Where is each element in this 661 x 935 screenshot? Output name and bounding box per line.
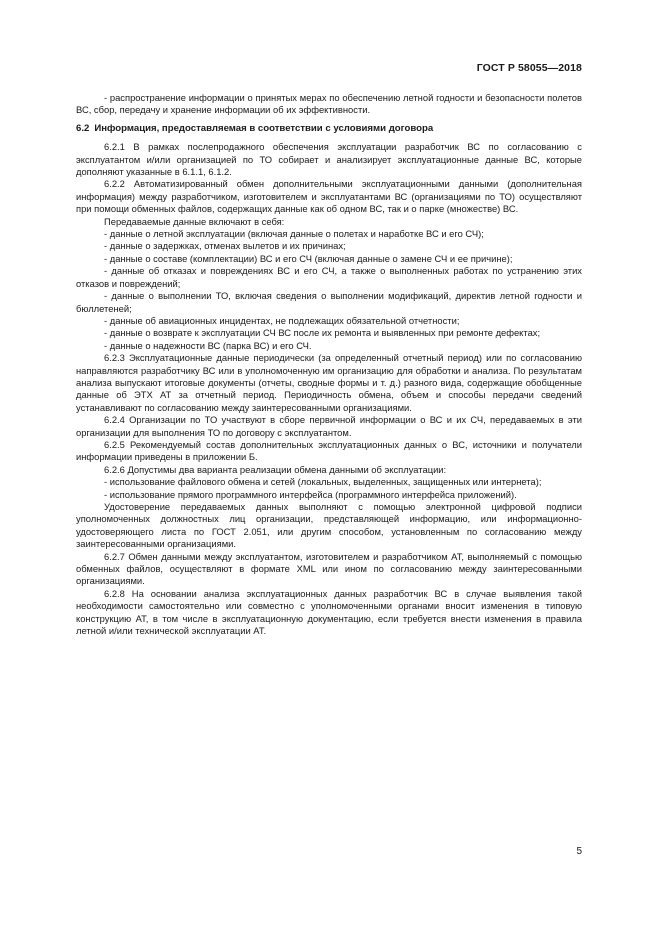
list-item: - данные о возврате к эксплуатации СЧ ВС после их ремонта и выявленных при ремонте дефектах; <box>104 327 541 339</box>
paragraph: 6.2.8 На основании анализа эксплуатационных данных разработчик ВС в случае выявления такой необходимости самостоятельно или совместно с уполномоченными органами вносит изменения в типовую конструкцию АТ, в том числе в эксплуатационную документацию, если требуется внести изменения в правила летной и/или технической эксплуатации АТ. <box>76 587 582 637</box>
intro-list-item: - распространение информации о принятых мерах по обеспечению летной годности и безопасности полетов ВС, сбор, передачу и хранение информации об их эффективности. <box>76 92 582 116</box>
list-item: - данные о надежности ВС (парка ВС) и его СЧ. <box>104 339 312 351</box>
paragraph: 6.2.4 Организации по ТО участвуют в сборе первичной информации о ВС и их СЧ, передаваемых в эти организации для выполнения ТО по договору с эксплуатантом. <box>76 414 582 438</box>
paragraph: 6.2.7 Обмен данными между эксплуатантом, изготовителем и разработчиком АТ, выполняемый с помощью обменных файлов, осуществляют в формате XML или ином по согласованию между заинтересованными организациями. <box>76 550 582 587</box>
section-number: 6.2 <box>76 122 90 134</box>
paragraph: 6.2.6 Допустимы два варианта реализации обмена данными об эксплуатации: <box>104 463 447 475</box>
paragraph: Удостоверение передаваемых данных выполняют с помощью электронной цифровой подписи уполномоченных должностных лиц организации, представляющей информацию, или информационно-удостоверяющего листа по ГОСТ 2.051, или другим способом, установленным по согласованию между заинтересованными организациями. <box>76 501 582 550</box>
list-item: - данные об отказах и повреждениях ВС и его СЧ, а также о выполненных работах по устранению этих отказов и повреждений; <box>76 265 582 289</box>
list-item: - данные о задержках, отменах вылетов и их причинах; <box>104 240 346 252</box>
paragraph: 6.2.3 Эксплуатационные данные периодически (за определенный отчетный период) или по согласованию направляются разработчику ВС или в уполномоченную им организацию для обработки и анализа. По результатам анализа выпускают итоговые документы (отчеты, сводные формы и т. д.) разного вида, содержащие обобщенные данные об ЭТХ АТ за отчетный период. Периодичность обмена, объем и способы передачи сведений устанавливают по согласованию между заинтересованными организациями. <box>76 352 582 413</box>
page-number: 5 <box>576 846 582 857</box>
list-item: - данные об авиационных инцидентах, не подлежащих обязательной отчетности; <box>104 314 460 326</box>
list-item: - данные о выполнении ТО, включая сведения о выполнении модификаций, директив летной годности и бюллетеней; <box>76 290 582 314</box>
list-item: - использование файлового обмена и сетей (локальных, выделенных, защищенных или интернета); <box>104 476 542 488</box>
list-item: - данные о летной эксплуатации (включая данные о полетах и наработке ВС и его СЧ); <box>104 228 484 240</box>
paragraph: 6.2.5 Рекомендуемый состав дополнительных эксплуатационных данных о ВС, источники и получатели информации приведены в приложении Б. <box>76 438 582 463</box>
section-title: Информация, предоставляемая в соответствии с условиями договора <box>94 122 434 134</box>
document-standard-id: ГОСТ Р 58055—2018 <box>476 62 582 74</box>
list-item: - данные о составе (комплектации) ВС и его СЧ (включая данные о замене СЧ и ее причине); <box>104 252 513 264</box>
paragraph: 6.2.1 В рамках послепродажного обеспечения эксплуатации разработчик ВС по согласованию с эксплуатантом и/или организацией по ТО собирает и анализирует эксплуатационные данные ВС, которые дополняют указанные в 6.1.1, 6.1.2. <box>76 141 582 178</box>
list-item: - использование прямого программного интерфейса (программного интерфейса приложений). <box>104 488 517 500</box>
section-heading <box>76 123 582 135</box>
paragraph: Передаваемые данные включают в себя: <box>104 215 285 227</box>
document-body <box>76 92 582 637</box>
paragraph: 6.2.2 Автоматизированный обмен дополнительными эксплуатационными данными (дополнительная информация) между разработчиком, изготовителем и эксплуатантами ВС (организациями по ТО) осуществляют при помощи обменных файлов, содержащих данные как об одном ВС, так и о парке (множестве) ВС. <box>76 178 582 215</box>
